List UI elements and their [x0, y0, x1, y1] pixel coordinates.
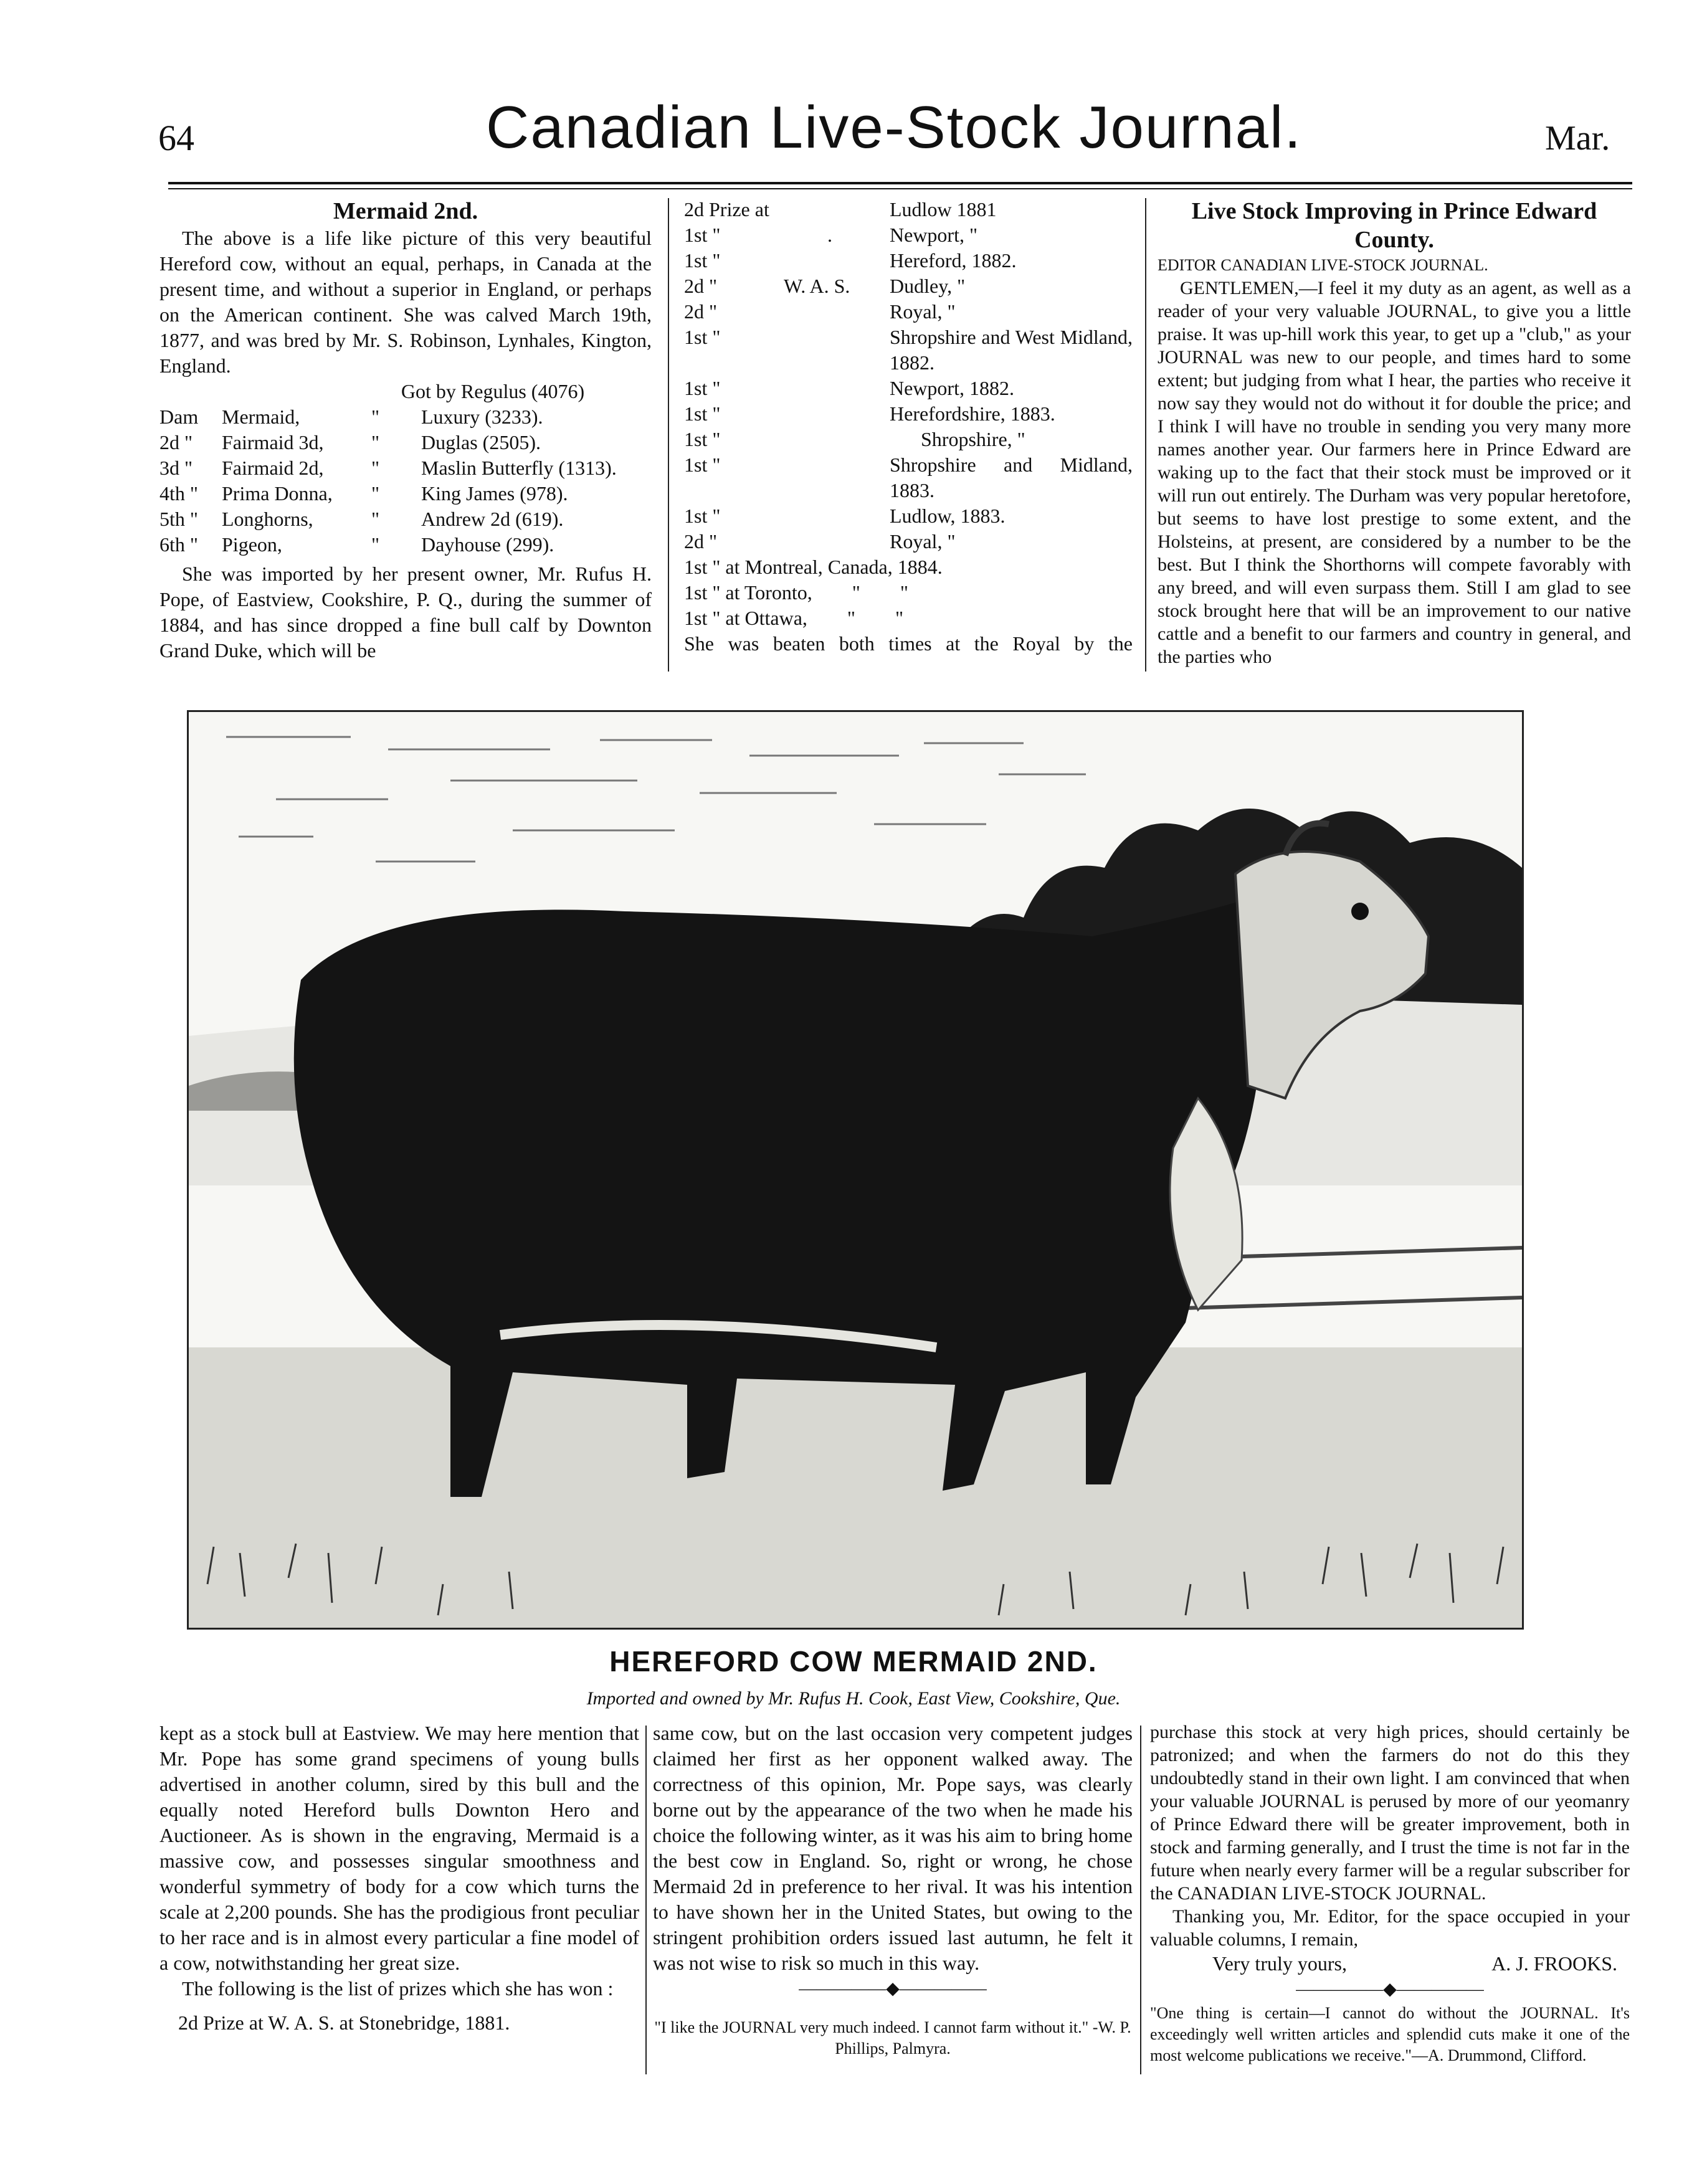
prize-row: 2d " Royal, "	[684, 530, 956, 553]
pedigree-row: 2d " Fairmaid 3d, " Duglas (2505).	[159, 431, 541, 453]
beaten-line: She was beaten both times at the Royal by the	[684, 632, 1133, 655]
grass-field	[189, 1347, 1522, 1628]
prize-row: 2d Prize at Ludlow 1881	[684, 198, 997, 221]
prize-list-column	[684, 197, 1133, 657]
journal-title: Canadian Live-Stock Journal.	[486, 94, 1303, 161]
ornament-divider: —————◆—————	[1296, 1980, 1484, 1999]
issue-month: Mar.	[1545, 119, 1610, 158]
column-divider	[645, 1726, 647, 2074]
continued-article-column	[159, 1721, 639, 2036]
prize-row: 1st " Ludlow, 1883.	[684, 505, 1006, 527]
pedigree-row: Dam Mermaid, " Luxury (3233).	[159, 406, 543, 428]
prize-row: 1st " . Newport, "	[684, 224, 978, 246]
column-divider	[1140, 1726, 1141, 2074]
page-number: 64	[158, 118, 194, 158]
header-rule-thin	[168, 188, 1632, 189]
prizes-intro: The following is the list of prizes which she has won :	[182, 1977, 614, 2000]
pedigree-row: 6th " Pigeon, " Dayhouse (299).	[159, 533, 554, 556]
continued-prize-column	[653, 1721, 1133, 2059]
beaten-continued: same cow, but on the last occasion very competent judges claimed her first as her opponent walked away. The correctness of this opinion, Mr. Pope says, was clearly borne out by the appearance of the two when he made his choice the following winter, as it was his aim to bring home the best cow in England. So, right or wrong, he chose Mermaid 2d in preference to her rival. It was his intention to have shown her in the United States, but owing to the stringent prohibition orders issued last autumn, he felt it was not wise to risk so much in this way.	[653, 1722, 1133, 1974]
reader-quote: "I like the JOURNAL very much indeed. I cannot farm without it." -W. P. Phillips, Palmyra.	[654, 2018, 1131, 2058]
cow-illustration	[189, 712, 1522, 1628]
letter-heading: Live Stock Improving in Prince Edward County.	[1191, 198, 1597, 253]
signature: A. J. FROOKS.	[1491, 1952, 1617, 1975]
letter-thanks: Thanking you, Mr. Editor, for the space occupied in your valuable columns, I remain,	[1150, 1906, 1630, 1950]
pedigree-table	[159, 404, 652, 558]
signature-line	[1150, 1951, 1630, 1977]
prize-row: 1st " Hereford, 1882.	[684, 249, 1017, 272]
article-heading: Mermaid 2nd.	[333, 198, 478, 224]
letter-body: GENTLEMEN,—I feel it my duty as an agent, as well as a reader of your very valuable JOURNAL, to give you a little praise. It was up-hill work this year, to get up a "club," as your JOURNAL was new to our people, and times hard to some extent; but judging from what I hear, the parties who receive it now say they would not do without it for double the price; and I think I will have no trouble in sending you very many more names another year. Our farmers here in Prince Edward are waking up to the fact that their stock must be improved or it will run out entirely. The Durham was very popular heretofore, but seems to have lost prestige to some extent, and the Holsteins, at present, are considered by a number to be the best. But I think the Shorthorns will compete favorably with any breed, and will even surpass them. Still I am glad to see stock brought here that will be an improvement to our native cattle and a benefit to our farmers and country in general, and the parties who	[1158, 278, 1631, 667]
got-by-line: Got by Regulus (4076)	[401, 380, 585, 402]
imported-paragraph: She was imported by her present owner, Mr. Rufus H. Pope, of Eastview, Cookshire, P. Q., during the summer of 1884, and has since dropped a fine bull calf by Downton Grand Duke, which will be	[159, 563, 652, 662]
article-mermaid-column	[159, 197, 652, 663]
letter-column	[1158, 197, 1631, 668]
prize-row: 1st " Shropshire and West Midland, 1882.	[684, 326, 1133, 374]
pedigree-row: 5th " Longhorns, " Andrew 2d (619).	[159, 508, 564, 530]
prize-row: 1st " Shropshire and Midland, 1883.	[684, 453, 1133, 501]
prize-row: 1st " Newport, 1882.	[684, 377, 1014, 399]
prize-row: 1st " Herefordshire, 1883.	[684, 402, 1055, 425]
header-rule	[168, 182, 1632, 184]
letter-continued: purchase this stock at very high prices, should certainly be patronized; and when the farmers do not do this they undoubtedly stand in their own light. I am convinced that when your valuable JOURNAL is perused by more of our yeomanry of Prince Edward there will be greater improvement, both in stock and farming generally, and I trust the time is not far in the future when nearly every farmer will be a regular subscriber for the CANADIAN LIVE-STOCK JOURNAL.	[1150, 1722, 1630, 1904]
continued-text: kept as a stock bull at Eastview. We may here mention that Mr. Pope has some grand specimens of young bulls advertised in another column, sired by this bull and the equally noted Hereford bulls Downton Hero and Auctioneer. As is shown in the engraving, Mermaid is a massive cow, and possesses singular smoothness and wonderful symmetry of body for a cow which turns the scale at 2,200 pounds. She has the prodigious front peculiar to her race and is in almost every particular a fine model of a cow, notwithstanding her great size.	[159, 1722, 639, 1974]
pedigree-row: 4th " Prima Donna, " King James (978).	[159, 482, 568, 505]
editor-line: EDITOR CANADIAN LIVE-STOCK JOURNAL.	[1158, 256, 1488, 274]
prize-row: 1st " at Montreal, Canada, 1884.	[684, 556, 943, 578]
hereford-cow-engraving	[187, 710, 1524, 1630]
column-divider	[668, 198, 669, 672]
prize-row: 2d " W. A. S. Dudley, "	[684, 275, 966, 297]
ornament-divider: —————◆—————	[799, 1979, 987, 1998]
continued-letter-column	[1150, 1721, 1630, 2066]
closing-phrase: Very truly yours,	[1212, 1952, 1347, 1975]
cow-eye	[1351, 903, 1369, 920]
article-intro: The above is a life like picture of this very beautiful Hereford cow, without an equal, perhaps, in Canada at the present time, and without a superior in England, or perhaps on the American continent. She was calved March 19th, 1877, and was bred by Mr. S. Robinson, Lynhales, Kington, England.	[159, 227, 652, 377]
column-divider	[1145, 198, 1146, 672]
prize-row: 1st " at Ottawa, " "	[684, 607, 904, 629]
first-prize-line: 2d Prize at W. A. S. at Stonebridge, 1881.	[178, 2011, 510, 2034]
reader-quote: "One thing is certain—I cannot do without the JOURNAL. It's exceedingly well written articles and splendid cuts make it one of the most welcome publications we receive."—A. Drummond, Clifford.	[1150, 2004, 1630, 2064]
prize-row: 2d " Royal, "	[684, 300, 956, 323]
figure-caption: HEREFORD COW MERMAID 2ND.	[609, 1645, 1098, 1678]
prize-row: 1st " Shropshire, "	[684, 428, 1025, 450]
pedigree-row: 3d " Fairmaid 2d, " Maslin Butterfly (1313).	[159, 457, 617, 479]
figure-credit: Imported and owned by Mr. Rufus H. Cook, East View, Cookshire, Que.	[586, 1688, 1121, 1709]
prize-row: 1st " at Toronto, " "	[684, 581, 908, 604]
